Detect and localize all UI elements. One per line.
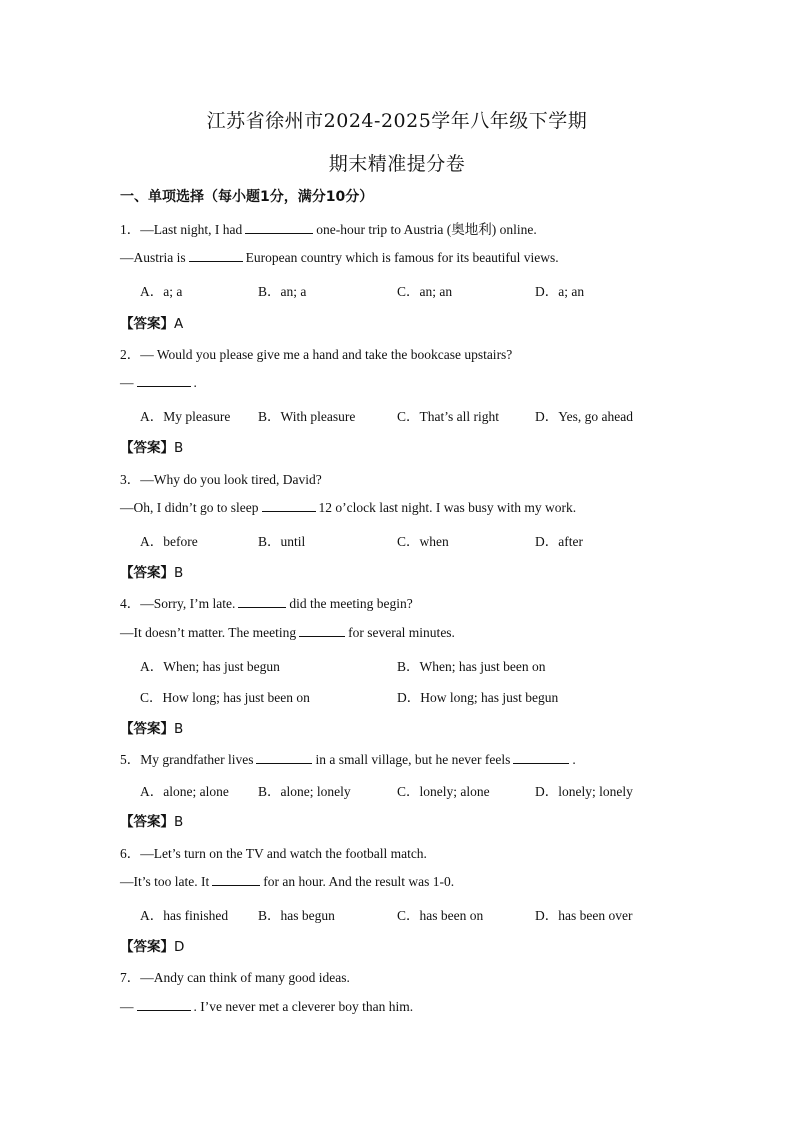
section-heading: 一、单项选择（每小题1分，满分10分）: [120, 189, 374, 205]
question-3-line2: —Oh, I didn’t go to sleep 12 o’clock last night. I was busy with my work.: [120, 500, 577, 515]
q6-option-b: B．has begun: [258, 908, 335, 923]
q5-option-d: D．lonely; lonely: [535, 784, 633, 799]
q6-option-d: D．has been over: [535, 908, 633, 923]
answer-blank: [299, 624, 345, 637]
q3-option-b: B．until: [258, 534, 306, 549]
q5-option-c: C．lonely; alone: [397, 784, 490, 799]
answer-blank: [262, 499, 316, 512]
q2-option-a: A．My pleasure: [140, 409, 231, 424]
question-3-line1: 3．—Why do you look tired, David?: [120, 472, 322, 487]
answer-blank: [245, 221, 313, 234]
question-4-line1: 4．—Sorry, I’m late. did the meeting begin?: [120, 596, 413, 611]
answer-blank: [238, 595, 286, 608]
q4-option-b: B．When; has just been on: [397, 659, 546, 674]
q2-option-b: B．With pleasure: [258, 409, 356, 424]
exam-title-line1: 江苏省徐州市2024-2025学年八年级下学期: [206, 110, 588, 132]
question-2-line1: 2．— Would you please give me a hand and take the bookcase upstairs?: [120, 347, 513, 362]
q5-answer: 【答案】B: [120, 814, 184, 830]
q2-answer: 【答案】B: [120, 440, 184, 456]
answer-blank: [137, 998, 191, 1011]
question-7-line2: — . I’ve never met a cleverer boy than him.: [120, 999, 414, 1014]
q3-option-c: C．when: [397, 534, 449, 549]
q1-option-d: D．a; an: [535, 284, 585, 299]
question-2-line2: — .: [120, 375, 197, 390]
question-1-line2: —Austria is European country which is famous for its beautiful views.: [120, 250, 559, 265]
answer-blank: [513, 751, 569, 764]
question-6-line1: 6．—Let’s turn on the TV and watch the football match.: [120, 846, 427, 861]
q6-answer: 【答案】D: [120, 939, 185, 955]
q4-option-a: A．When; has just begun: [140, 659, 280, 674]
q5-option-a: A．alone; alone: [140, 784, 229, 799]
question-4-line2: —It doesn’t matter. The meeting for several minutes.: [120, 625, 455, 640]
answer-blank: [137, 374, 191, 387]
q1-answer: 【答案】A: [120, 316, 184, 332]
q3-answer: 【答案】B: [120, 565, 184, 581]
q2-option-d: D．Yes, go ahead: [535, 409, 633, 424]
q4-option-c: C．How long; has just been on: [140, 690, 310, 705]
question-5-line1: 5．My grandfather lives in a small village, but he never feels .: [120, 752, 576, 767]
q3-option-d: D．after: [535, 534, 583, 549]
q3-option-a: A．before: [140, 534, 198, 549]
answer-blank: [256, 751, 312, 764]
q1-option-c: C．an; an: [397, 284, 453, 299]
q1-option-a: A．a; a: [140, 284, 183, 299]
question-6-line2: —It’s too late. It for an hour. And the result was 1-0.: [120, 874, 455, 889]
question-7-line1: 7．—Andy can think of many good ideas.: [120, 970, 350, 985]
q1-option-b: B．an; a: [258, 284, 307, 299]
question-1-line1: 1．—Last night, I had one-hour trip to Austria (奥地利) online.: [120, 222, 537, 237]
exam-title-line2: 期末精准提分卷: [328, 153, 466, 175]
q6-option-a: A．has finished: [140, 908, 229, 923]
q5-option-b: B．alone; lonely: [258, 784, 351, 799]
answer-blank: [212, 873, 260, 886]
q4-option-d: D．How long; has just begun: [397, 690, 559, 705]
q4-answer: 【答案】B: [120, 721, 184, 737]
answer-blank: [189, 249, 243, 262]
q6-option-c: C．has been on: [397, 908, 484, 923]
q2-option-c: C．That’s all right: [397, 409, 499, 424]
